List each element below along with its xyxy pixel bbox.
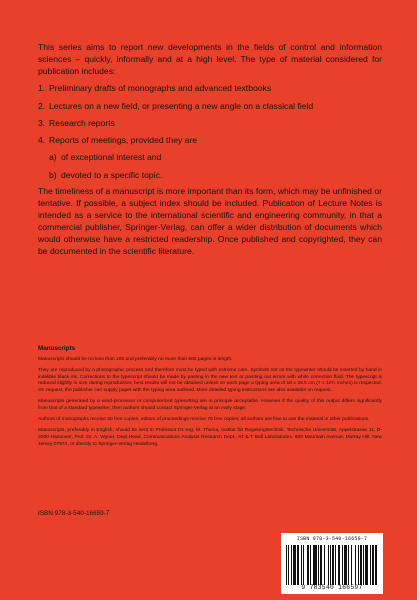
manuscripts-paragraph: Manuscripts, preferably in English, should be sent to Professor Dr.-Ing. M. Thoma, Institut für Regelungstechnik, Technische Universität, Appelstrasse 11, D-3000 Hannover, Prof. Dr. A. Wyner, Dept.Head, Communications Analysis Research Dept., AT & T Bell Laboratories, 600 Mountain Avenue, Murray Hill, New Jersey 07974, or directly to Springer-Verlag Heidelberg. (38, 428, 382, 447)
list-item (38, 82, 382, 94)
isbn-label: ISBN 978-3-540-16659-7 (38, 510, 110, 517)
list-item-number: 3. (38, 117, 46, 128)
manuscripts-paragraph: They are reproduced by a photographic process and therefore must be typed with extreme care. Symbols not on the typewriter should be inserted by hand in indelible black ink. Corrections to the typescript should be made by pasting in the new text or painting out errors with white correction fluid. The typescript is reduced slightly in size during reproduction; best results will not be obtained unless on each page a typing area of 18 x 26.5 cm (7 x 10½ inches) is respected. On request, the publisher can supply paper with the typing area outlined. More detailed typing instructions are also available on request. (38, 367, 382, 394)
sub-list-text: of exceptional interest and (61, 152, 162, 163)
list-item-text: Research reports (49, 117, 115, 128)
list-item-text: Preliminary drafts of monographs and advanced textbooks (49, 83, 272, 94)
list-item-number: 4. (38, 135, 46, 146)
publication-types-list (38, 82, 382, 146)
manuscripts-heading: Manuscripts (38, 345, 76, 352)
barcode-number: 9 783540 166597 (301, 584, 363, 591)
sub-list-item (49, 151, 382, 163)
list-item-number: 2. (38, 100, 46, 111)
list-item (38, 100, 382, 112)
isbn-barcode (281, 533, 383, 594)
list-item-number: 1. (38, 83, 46, 94)
manuscripts-paragraph: Manuscripts generated by a word-processor or computerized typesetting are in principle acceptable. However if the quality of this output differs significantly from that of a standard typewriter, then authors should contact Springer-Verlag at an early stage. (38, 399, 382, 411)
sub-list-text: devoted to a specific topic. (61, 169, 163, 180)
list-item (38, 117, 382, 129)
meeting-criteria-list (38, 151, 382, 180)
timeliness-paragraph: The timeliness of a manuscript is more important than its form, which may be unfinished or tentative. If possible, a subject index should be included. Publication of Lecture Notes is intended as a service to the international scientific and engineering community, in that a commercial publisher, Springer-Verlag, can offer a wider distribution of documents which would otherwise have a restricted readership. Once published and copyrighted, they can be documented in the scientific literature. (38, 185, 382, 256)
manuscripts-paragraph: Authors of monographs receive 50 free copies; editors of proceedings receive 75 free copies; all authors are free to use the material in other publications. (38, 417, 370, 423)
sub-list-item (49, 169, 382, 181)
intro-paragraph: This series aims to report new developments in the fields of control and information sciences – quickly, informally and at a high level. The type of material considered for publication includes: (38, 42, 382, 77)
barcode-bars (286, 545, 378, 585)
series-description (38, 41, 382, 257)
sub-list-label: a) (49, 152, 57, 163)
manuscripts-paragraph: Manuscripts should be no less than 100 and preferably no more than 500 pages in length. (38, 356, 233, 362)
barcode-bar (377, 545, 378, 585)
list-item-text: Reports of meetings, provided they are (49, 135, 198, 146)
list-item-text: Lectures on a new field, or presenting a new angle on a classical field (49, 100, 314, 111)
sub-list-label: b) (49, 169, 57, 180)
barcode-isbn-text: ISBN 978-3-540-16659-7 (296, 536, 368, 542)
manuscripts-section (38, 346, 382, 453)
list-item (38, 134, 382, 146)
